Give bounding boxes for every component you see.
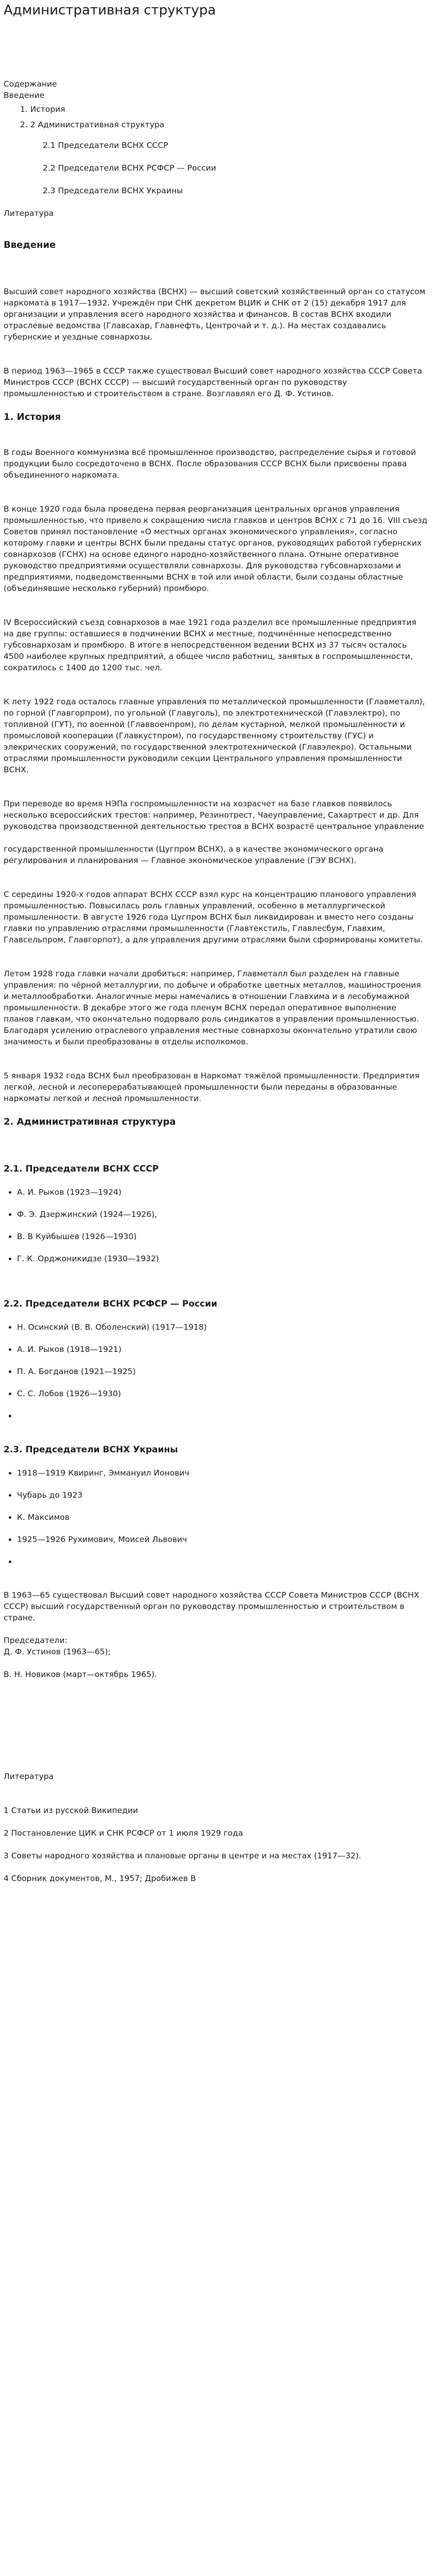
- toc-item-literature[interactable]: Литература: [4, 209, 54, 218]
- ukr-list: [4, 1467, 428, 1567]
- list-item: • А. И. Рыков (1923—1924): [17, 1187, 428, 1198]
- list-item: • К. Максимов: [17, 1512, 428, 1523]
- toc-subitem-ussr[interactable]: 2.1 Председатели ВСНХ СССР: [43, 141, 168, 150]
- list-item: • Н. Осинский (В. В. Оболенский) (1917—1918): [17, 1321, 428, 1333]
- admin-heading: 2. Административная структура: [4, 1116, 176, 1127]
- history-paragraph-7: Летом 1928 года главки начали дробиться: например, Главметалл был разделен на главные управления: по чёрной металлургии, по добыче и обработке цветных металлов, машиностроения и металлообработки. Аналогичные меры намечались в отношении Главхима и в лесобумажной промышленности. В декабре этого же года пленум ВСНХ передал оперативное выполнение планов главкам, что окончательно подорвало роль синдикатов в управлении промышленностью. Благодаря усилению отраслевого управления местные совнархозы окончательно утратили свою значимость и были преобразованы в отделы исполкомов.: [4, 969, 421, 1046]
- literature-heading: Литература: [4, 1771, 54, 1781]
- document: [0, 2, 436, 1884]
- list-item: • В. В Куйбышев (1926—1930): [17, 1231, 428, 1242]
- list-item: • А. И. Рыков (1918—1921): [17, 1344, 428, 1355]
- toc-item-intro[interactable]: Введение: [4, 91, 45, 100]
- list-item: • Чубарь до 1923: [17, 1489, 428, 1501]
- list-item-empty: [17, 1410, 428, 1421]
- toc-item-admin[interactable]: 2. 2 Административная структура: [20, 120, 165, 129]
- rsfsr-heading: 2.2. Председатели ВСНХ РСФСР — России: [4, 1298, 217, 1309]
- list-item: • С. С. Лобов (1926—1930): [17, 1388, 428, 1399]
- page-title: Административная структура: [4, 3, 216, 18]
- toc-subitem-ukr[interactable]: 2.3 Председатели ВСНХ Украины: [43, 186, 183, 195]
- history-heading: 1. История: [4, 411, 61, 422]
- rsfsr-list: [4, 1321, 428, 1421]
- history-paragraph-5: При переводе во время НЭПа госпромышленности на хозрасчет на базе главков появилось несколько всероссийских трестов: например, Резинотрест, Чаеуправление, Сахартрест и др. Для руководства производственной деятельностью трестов в ВСНХ возрастё центральное управление: [4, 799, 424, 831]
- list-item: • Г. К. Орджоникидзе (1930—1932): [17, 1253, 428, 1264]
- history-paragraph-4: К лету 1922 года осталось главные управления по металлической промышленности (Главметалл), по горной (Главгорпром), по угольной (Главуголь), по электротехнической (Главэлектро), по топливной (ГУТ), по военной (Главвоенпром), по делам кустарной, мелкой промышленности и промысловой кооперации (Главкустпром), по государственному строительству (ГУС) и элекрических сооружений, по государственной электротехнической (Главэлекро). Остальными отраслями промышленности руководили секции Центрального управления промышленности ВСНХ.: [4, 697, 425, 774]
- chair-2: В. Н. Новиков (март—октябрь 1965).: [4, 1669, 157, 1679]
- history-paragraph-2: В конце 1920 года была проведена первая реорганизация центральных органов управления промышленностью, что привело к сокращению числа главков и центров ВСНХ с 71 до 16. VIII съезд Советов принял постановление «О местных органах экономического управления», согласно которому главки и центры ВСНХ были преданы статус органов, руководящих работой губернских совнархозов (ГСНХ) на основе единого народно-хозяйственного плана. Отныне оперативное руководство предприятиями осуществляли совнархозы. Для руководства губсовнархозами и предприятиями, подведомственными ВСНХ в той или иной области, были созданы областные (объединявшие несколько губерний) промбюро.: [4, 504, 428, 593]
- history-paragraph-5b: государственной промышленности (Цугпром ВСНХ), а в качестве экономического органа регулирования и планирования — Главное экономическое управление (ГЭУ ВСНХ).: [4, 844, 383, 865]
- history-paragraph-8: 5 января 1932 года ВСНХ был преобразован в Наркомат тяжёлой промышленности. Предприятия легкой, лесной и лесоперерабатывающей промышленности были переданы в образованные наркоматы легкой и лесной промышленности.: [4, 1071, 420, 1103]
- list-item: • Ф. Э. Дзержинский (1924—1926),: [17, 1209, 428, 1220]
- chairs-label: Председатели:: [4, 1635, 67, 1645]
- list-item-empty: [17, 1556, 428, 1567]
- intro-paragraph-1: Высший совет народного хозяйства (ВСНХ) — высший советский хозяйственный орган со статусом наркомата в 1917—1932. Учреждён при СНК декретом ВЦИК и СНК от 2 (15) декабря 1917 для организации и управления всего народного хозяйства и финансов. В состав ВСНХ входили отраслевые ведомства (Главсахар, Главнефть, Центрочай и т. д.). На местах создавались губернские и уездные совнархозы.: [4, 286, 426, 342]
- literature-item: 1 Статьи из русской Википедии: [4, 1805, 138, 1815]
- literature-item: 2 Постановление ЦИК и СНК РСФСР от 1 июля 1929 года: [4, 1828, 243, 1838]
- toc-sublist: [4, 140, 428, 196]
- ussr-list: [4, 1187, 428, 1264]
- intro-heading: Введение: [4, 239, 56, 250]
- toc-heading: Содержание: [4, 79, 57, 89]
- table-of-contents: [4, 78, 428, 219]
- history-paragraph-3: IV Всероссийский съезд совнархозов в мае 1921 года разделил все промышленные предприятия на две группы: оставшиеся в подчинении ВСНХ и местные, подчинённые непосредственно губсовнархозам и промбюро. В итоге в непосредственном ведении ВСНХ из 37 тысяч осталось 4500 наиболее крупных предприятий, а общее число работниц, занятых в госпромышленности, сократилось с 1400 до 1200 тыс. чел.: [4, 617, 416, 672]
- sovnarkhoz-paragraph: В 1963—65 существовал Высший совет народного хозяйства СССР Совета Министров СССР (ВСНХ СССР) высший государственный орган по руководству промышленностью и строительством в стране.: [4, 1590, 420, 1622]
- toc-list: [4, 104, 428, 130]
- list-item: • 1918—1919 Квиринг, Эммануил Ионович: [17, 1467, 428, 1479]
- toc-item-history[interactable]: 1. История: [20, 105, 65, 114]
- ussr-heading: 2.1. Председатели ВСНХ СССР: [4, 1163, 159, 1174]
- history-paragraph-6: С середины 1920-х годов аппарат ВСНХ СССР взял курс на концентрацию планового управления промышленностью. Повысилась роль главных управлений, особенно в металлургической промышленности. В августе 1926 года Цугпром ВСНХ был ликвидирован и вместо него созданы главки по управлению отраслями промышленности (Главтекстиль, Главлесбум, Главхим, Главсельпром, Главгорпот), а для управления другими отраслями были сформированы комитеты.: [4, 889, 423, 944]
- toc-subitem-rsfsr[interactable]: 2.2 Председатели ВСНХ РСФСР — России: [43, 163, 216, 173]
- chair-1: Д. Ф. Устинов (1963—65);: [4, 1647, 111, 1656]
- ukr-heading: 2.3. Председатели ВСНХ Украины: [4, 1444, 178, 1455]
- history-paragraph-1: В годы Военного коммунизма всё промышленное производство, распределение сырья и готовой продукции было сосредоточено в ВСНХ. После образования СССР ВСНХ были присвоены права объединенного наркомата.: [4, 447, 416, 480]
- literature-item: 4 Сборник документов, М., 1957; Дробижев В: [4, 1873, 196, 1883]
- list-item: • 1925—1926 Рухимович, Моисей Львович: [17, 1534, 428, 1545]
- literature-item: 3 Советы народного хозяйства и плановые органы в центре и на местах (1917—32).: [4, 1851, 361, 1860]
- list-item: • П. А. Богданов (1921—1925): [17, 1366, 428, 1377]
- intro-paragraph-2: В период 1963—1965 в СССР также существовал Высший совет народного хозяйства СССР Совета Министров СССР (ВСНХ СССР) — высший государственный орган по руководству промышленностью и строительством в стране. Возглавлял его Д. Ф. Устинов.: [4, 366, 422, 398]
